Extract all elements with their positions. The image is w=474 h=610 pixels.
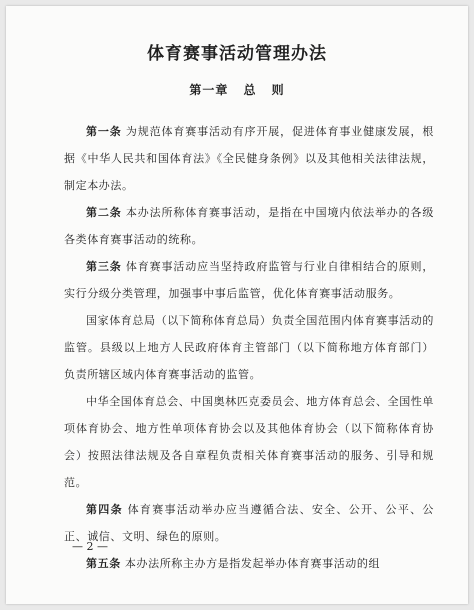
article-text: 本办法所称主办方是指发起举办体育赛事活动的组 <box>120 557 381 570</box>
article-text: 体育赛事活动举办应当遵循合法、安全、公开、公平、公正、诚信、文明、绿色的原则。 <box>64 503 434 543</box>
article-text: 本办法所称体育赛事活动，是指在中国境内依法举办的各级各类体育赛事活动的统称。 <box>64 206 434 246</box>
article-label: 第二条 <box>86 206 122 219</box>
body-paragraph <box>64 388 434 496</box>
article-label: 第三条 <box>86 260 122 273</box>
document-title: 体育赛事活动管理办法 <box>147 44 327 64</box>
paragraph-text: 国家体育总局（以下简称体育总局）负责全国范围内体育赛事活动的监管。县级以上地方人民政府体育主管部门（以下简称地方体育部门）负责所辖区域内体育赛事活动的监管。 <box>64 314 434 381</box>
article-text: 为规范体育赛事活动有序开展，促进体育事业健康发展，根据《中华人民共和国体育法》《全民健身条例》以及其他相关法律法规，制定本办法。 <box>64 125 434 192</box>
article-label: 第一条 <box>86 125 122 138</box>
article-paragraph <box>64 118 434 199</box>
document-page <box>6 6 468 604</box>
article-paragraph <box>64 496 434 550</box>
chapter-heading: 第一章 总 则 <box>189 83 285 97</box>
paragraph-text: 中华全国体育总会、中国奥林匹克委员会、地方体育总会、全国性单项体育协会、地方性单项体育协会以及其他体育协会（以下简称体育协会）按照法律法规及各自章程负责相关体育赛事活动的服务、引导和规范。 <box>64 395 434 489</box>
body-paragraph <box>64 307 434 388</box>
article-paragraph <box>64 199 434 253</box>
document-body <box>64 118 434 577</box>
article-label: 第四条 <box>86 503 123 516</box>
article-text: 体育赛事活动应当坚持政府监管与行业自律相结合的原则，实行分级分类管理，加强事中事后监管，优化体育赛事活动服务。 <box>64 260 434 300</box>
page-number: — 2 — <box>72 540 108 553</box>
article-paragraph <box>64 253 434 307</box>
article-label: 第五条 <box>86 557 121 570</box>
article-paragraph <box>64 550 434 577</box>
